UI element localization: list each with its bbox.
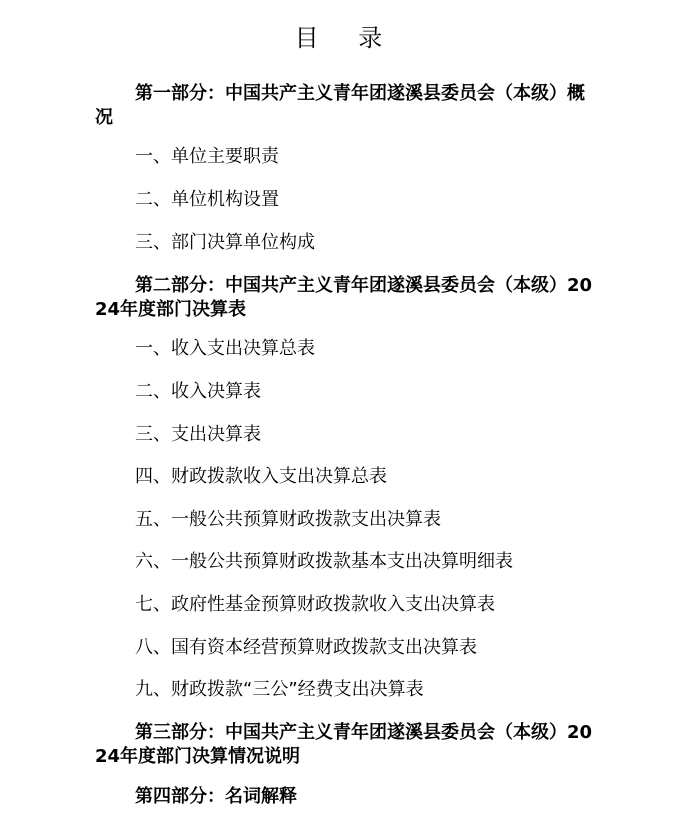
toc-item-2-6: 六、一般公共预算财政拨款基本支出决算明细表 — [135, 551, 513, 572]
toc-title: 目 录 — [294, 24, 399, 52]
toc-item-1-3: 三、部门决算单位构成 — [135, 232, 315, 253]
toc-item-2-3: 三、支出决算表 — [135, 424, 261, 445]
toc-item-2-7: 七、政府性基金预算财政拨款收入支出决算表 — [135, 594, 495, 615]
toc-item-1-2: 二、单位机构设置 — [135, 189, 279, 210]
toc-item-2-2: 二、收入决算表 — [135, 381, 261, 402]
toc-part-1-heading: 第一部分：中国共产主义青年团遂溪县委员会（本级）概况 — [95, 83, 585, 128]
toc-item-2-5: 五、一般公共预算财政拨款支出决算表 — [135, 509, 441, 530]
toc-item-2-4: 四、财政拨款收入支出决算总表 — [135, 466, 387, 487]
toc-part-2-heading: 第二部分：中国共产主义青年团遂溪县委员会（本级）2024年度部门决算表 — [95, 275, 593, 320]
toc-item-2-1: 一、收入支出决算总表 — [135, 338, 315, 359]
toc-part-3-heading: 第三部分：中国共产主义青年团遂溪县委员会（本级）2024年度部门决算情况说明 — [95, 722, 593, 767]
toc-part-4-heading: 第四部分：名词解释 — [135, 786, 297, 807]
toc-item-1-1: 一、单位主要职责 — [135, 146, 279, 167]
toc-item-2-8: 八、国有资本经营预算财政拨款支出决算表 — [135, 637, 477, 658]
toc-item-2-9: 九、财政拨款“三公”经费支出决算表 — [135, 679, 424, 700]
